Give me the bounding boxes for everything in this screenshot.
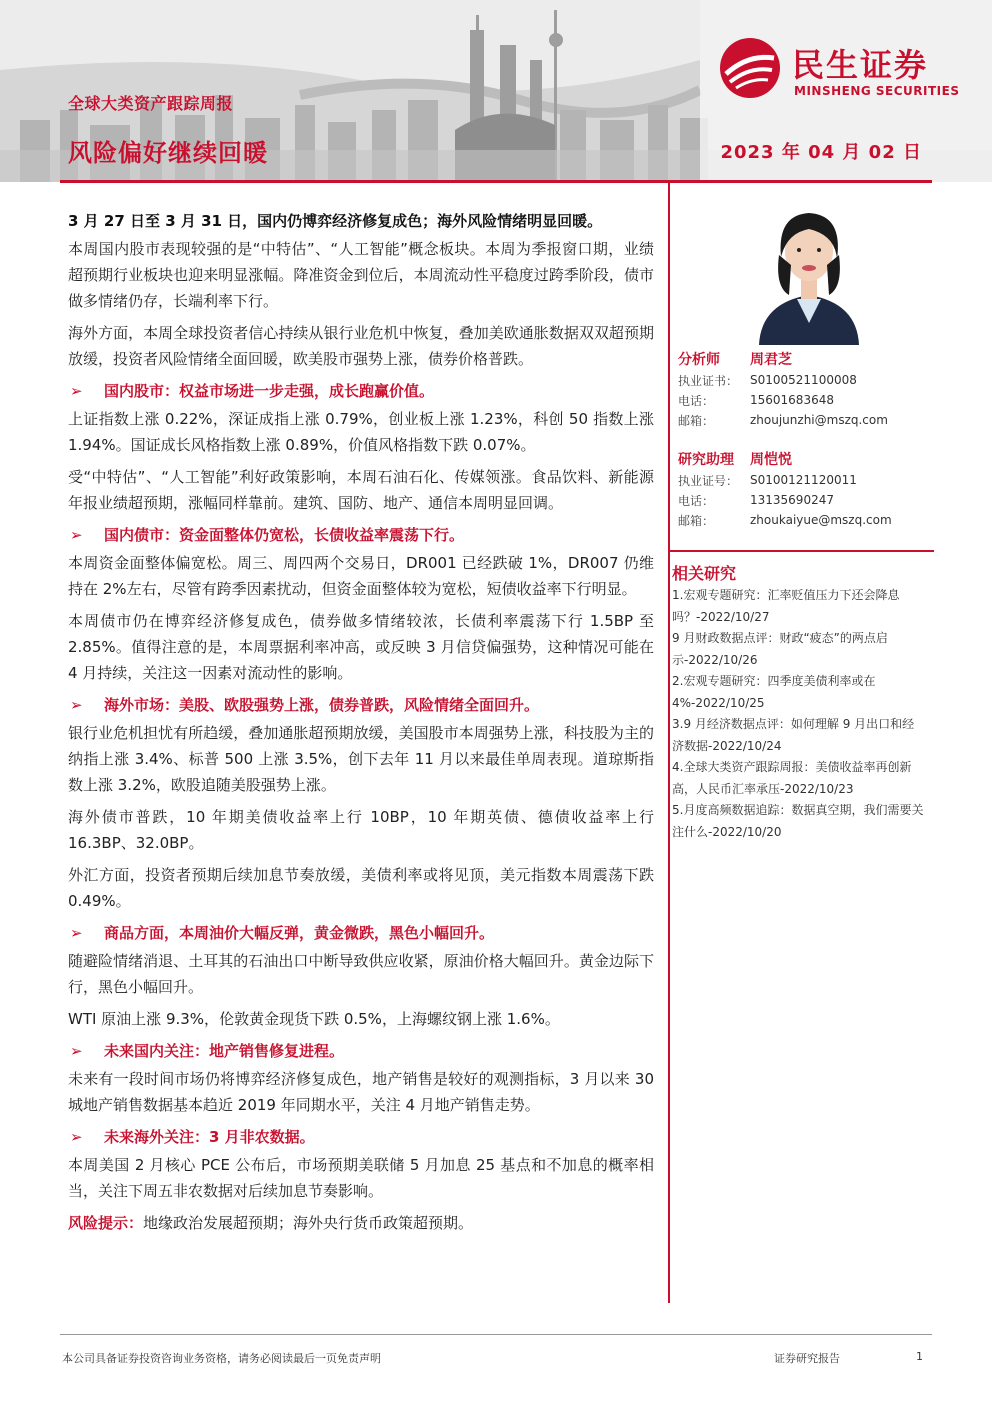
brand-name-cn: 民生证券	[792, 46, 929, 84]
section-heading-text: 海外市场：美股、欧股强势上涨，债券普跌，风险情绪全面回升。	[104, 696, 540, 714]
header-banner	[0, 0, 992, 182]
lead-summary: 3 月 27 日至 3 月 31 日，国内仍博弈经济修复成色；海外风险情绪明显回暖。	[68, 212, 603, 230]
analyst-phone: 15601683648	[750, 393, 834, 407]
email-label: 邮箱：	[678, 413, 715, 428]
related-research-list	[672, 585, 924, 843]
minsheng-logo-icon	[718, 36, 782, 100]
section-paragraph: 本周美国 2 月核心 PCE 公布后，市场预期美联储 5 月加息 25 基点和不加息的概率相当，关注下周五非农数据对后续加息节奏影响。	[68, 1156, 654, 1200]
page-number: 1	[916, 1350, 923, 1363]
section-heading	[68, 1124, 654, 1150]
analyst-photo	[749, 195, 869, 345]
section-heading-text: 未来海外关注：3 月非农数据。	[104, 1128, 315, 1146]
section-heading-text: 未来国内关注：地产销售修复进程。	[104, 1042, 345, 1060]
section-heading	[68, 920, 654, 946]
assistant-name: 周恺悦	[750, 452, 792, 468]
report-type: 全球大类资产跟踪周报	[68, 94, 234, 113]
analyst-email[interactable]: zhoujunzhi@mszq.com	[750, 413, 888, 427]
analyst-info	[678, 348, 934, 430]
intro-paragraph: 本周国内股市表现较强的是“中特估”、“人工智能”概念板块。本周为季报窗口期，业绩超预期行业板块也迎来明显涨幅。降准资金到位后，本周流动性平稳度过跨季阶段，债市做多情绪仍存，长端利率下行。	[68, 240, 654, 310]
analyst-name: 周君芝	[750, 352, 792, 368]
intro-paragraph: 海外方面，本周全球投资者信心持续从银行业危机中恢复，叠加美欧通胀数据双双超预期放缓，投资者风险情绪全面回暖，欧美股市强势上涨，债券价格普跌。	[68, 324, 654, 368]
footer-disclaimer: 本公司具备证券投资咨询业务资格，请务必阅读最后一页免责声明	[62, 1352, 381, 1365]
risk-text: 地缘政治发展超预期；海外央行货币政策超预期。	[143, 1214, 474, 1232]
section-heading	[68, 692, 654, 718]
related-divider	[670, 550, 934, 552]
footer-doc-type: 证券研究报告	[774, 1352, 840, 1365]
assistant-email[interactable]: zhoukaiyue@mszq.com	[750, 513, 892, 527]
section-heading	[68, 522, 654, 548]
phone-label: 电话：	[678, 393, 715, 408]
assistant-phone: 13135690247	[750, 493, 834, 507]
column-divider	[668, 183, 670, 1303]
section-heading	[68, 378, 654, 404]
section-paragraph: 本周资金面整体偏宽松。周三、周四两个交易日，DR001 已经跌破 1%，DR007 仍维持在 2%左右，尽管有跨季因素扰动，但资金面整体较为宽松，短债收益率下行明显。	[68, 554, 654, 598]
section-paragraph: WTI 原油上涨 9.3%，伦敦黄金现货下跌 0.5%，上海螺纹钢上涨 1.6%。	[68, 1010, 560, 1028]
section-paragraph: 外汇方面，投资者预期后续加息节奏放缓，美债利率或将见顶，美元指数本周震荡下跌 0.49%。	[68, 866, 654, 910]
section-paragraph: 本周债市仍在博弈经济修复成色，债券做多情绪较浓，长债利率震荡下行 1.5BP 至 2.85%。值得注意的是，本周票据利率冲高，或反映 3 月信贷偏强势，这种情况可能在 4 月持续，关注这一因素对流动性的影响。	[68, 612, 654, 682]
section-paragraph: 未来有一段时间市场仍将博弈经济修复成色，地产销售是较好的观测指标，3 月以来 30 城地产销售数据基本趋近 2019 年同期水平，关注 4 月地产销售走势。	[68, 1070, 654, 1114]
minsheng-logo	[718, 36, 968, 106]
header-divider	[60, 180, 932, 183]
report-date: 2023 年 04 月 02 日	[720, 142, 922, 163]
section-paragraph: 受“中特估”、“人工智能”利好政策影响，本周石油石化、传媒领涨。食品饮料、新能源年报业绩超预期，涨幅同样靠前。建筑、国防、地产、通信本周明显回调。	[68, 468, 654, 512]
assistant-info	[678, 448, 934, 530]
section-heading-text: 国内债市：资金面整体仍宽松，长债收益率震荡下行。	[104, 526, 465, 544]
assistant-role: 研究助理	[678, 452, 734, 468]
analyst-role: 分析师	[678, 352, 720, 368]
related-research-item[interactable]: 3.9 月经济数据点评：如何理解 9 月出口和经济数据-2022/10/24	[672, 717, 915, 753]
bullet-arrow-icon: ➢	[70, 1128, 83, 1146]
related-research-item[interactable]: 9 月财政数据点评：财政“疲态”的两点启示-2022/10/26	[672, 631, 888, 667]
related-research-item[interactable]: 4.全球大类资产跟踪周报：美债收益率再创新高，人民币汇率承压-2022/10/23	[672, 760, 912, 796]
cert-label: 执业证号：	[678, 473, 739, 488]
risk-warning	[68, 1210, 654, 1236]
bullet-arrow-icon: ➢	[70, 526, 83, 544]
section-paragraph: 上证指数上涨 0.22%，深证成指上涨 0.79%，创业板上涨 1.23%，科创 50 指数上涨 1.94%。国证成长风格指数上涨 0.89%，价值风格指数下跌 0.07%。	[68, 410, 654, 454]
section-heading-text: 商品方面，本周油价大幅反弹，黄金微跌，黑色小幅回升。	[104, 924, 495, 942]
related-research-item[interactable]: 5.月度高频数据追踪：数据真空期，我们需要关注什么-2022/10/20	[672, 803, 924, 839]
bullet-arrow-icon: ➢	[70, 924, 83, 942]
brand-name-en: MINSHENG SECURITIES	[794, 84, 960, 98]
related-research-item[interactable]: 2.宏观专题研究：四季度美债利率或在 4%-2022/10/25	[672, 674, 876, 710]
analyst-cert: S0100521100008	[750, 373, 857, 387]
phone-label: 电话：	[678, 493, 715, 508]
related-research-title: 相关研究	[672, 564, 737, 583]
email-label: 邮箱：	[678, 513, 715, 528]
cert-label: 执业证书：	[678, 373, 739, 388]
main-content	[68, 208, 654, 1236]
section-heading	[68, 1038, 654, 1064]
footer-divider	[60, 1334, 932, 1335]
section-heading-text: 国内股市：权益市场进一步走强，成长跑赢价值。	[104, 382, 435, 400]
section-paragraph: 随避险情绪消退、土耳其的石油出口中断导致供应收紧，原油价格大幅回升。黄金边际下行，黑色小幅回升。	[68, 952, 654, 996]
risk-label: 风险提示：	[68, 1214, 144, 1232]
bullet-arrow-icon: ➢	[70, 1042, 83, 1060]
section-paragraph: 海外债市普跌，10 年期美债收益率上行 10BP，10 年期英债、德债收益率上行 16.3BP、32.0BP。	[68, 808, 654, 852]
related-research-item[interactable]: 1.宏观专题研究：汇率贬值压力下还会降息吗？-2022/10/27	[672, 588, 900, 624]
report-title: 风险偏好继续回暖	[68, 139, 268, 167]
bullet-arrow-icon: ➢	[70, 382, 83, 400]
assistant-cert: S0100121120011	[750, 473, 857, 487]
section-paragraph: 银行业危机担忧有所趋缓，叠加通胀超预期放缓，美国股市本周强势上涨，科技股为主的纳指上涨 3.4%、标普 500 上涨 3.5%，创下去年 11 月以来最佳单周表现。道琼斯指数上涨 3.2%，欧股追随美股强势上涨。	[68, 724, 654, 794]
bullet-arrow-icon: ➢	[70, 696, 83, 714]
